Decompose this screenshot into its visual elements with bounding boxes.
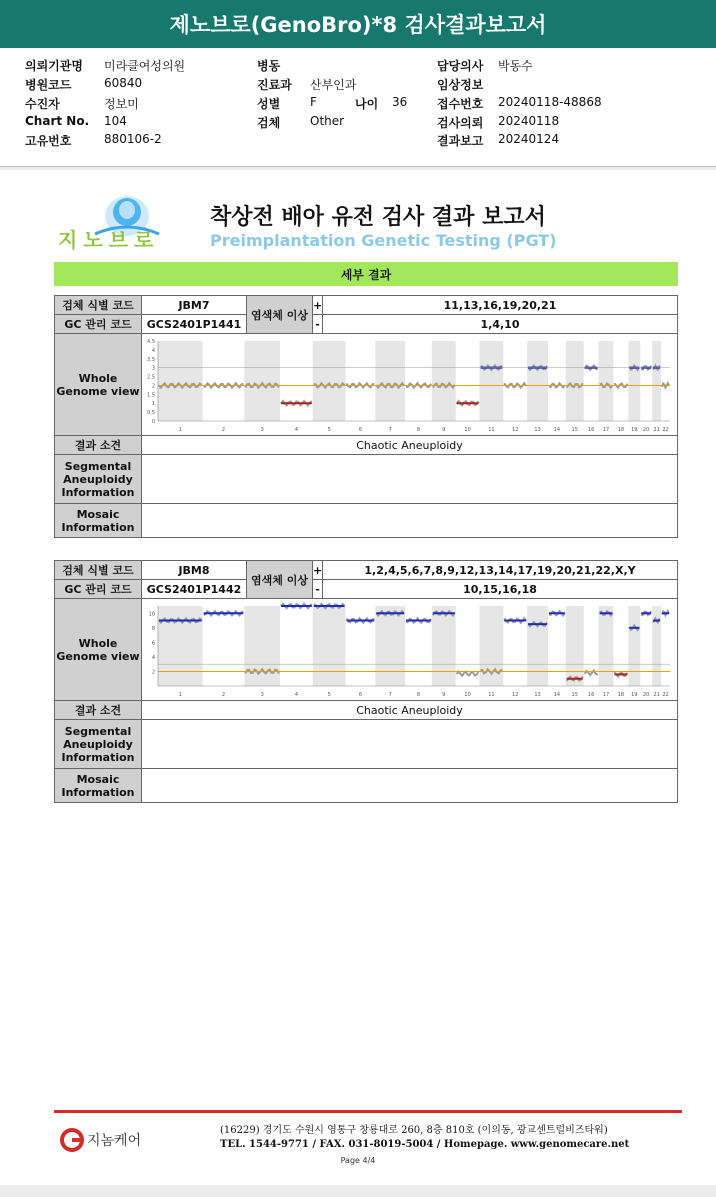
x-tick-label: 3: [260, 691, 264, 698]
x-tick-label: 15: [571, 426, 578, 433]
mosaic-value: [142, 504, 678, 538]
x-tick-label: 11: [488, 691, 495, 698]
header-label: 담당의사: [437, 59, 484, 73]
x-tick-label: 8: [416, 426, 421, 433]
sample-id-label: 검체 식별 코드: [55, 561, 142, 580]
x-tick-label: 9: [442, 691, 446, 698]
header-label: 고유번호: [25, 134, 72, 148]
finding-label: 결과 소견: [55, 701, 142, 720]
gc-code-label: GC 관리 코드: [55, 315, 142, 334]
x-tick-label: 4: [294, 691, 299, 698]
header-value: F: [310, 95, 317, 109]
x-tick-label: 22: [662, 426, 669, 433]
y-tick-label: 3.5: [147, 356, 155, 363]
x-tick-label: 2: [221, 426, 226, 433]
chrom-band: [527, 606, 548, 686]
y-tick-label: 0: [151, 418, 155, 425]
x-tick-label: 12: [512, 691, 519, 698]
chrom-band: [599, 341, 614, 421]
y-tick-label: 2: [151, 382, 155, 389]
x-tick-label: 19: [631, 426, 638, 433]
segmental-value: [142, 720, 678, 769]
x-tick-label: 6: [358, 426, 363, 433]
y-tick-label: 3: [151, 365, 155, 372]
header-value: 104: [104, 114, 127, 128]
y-tick-label: 4: [151, 654, 155, 661]
mosaic-label: Mosaic Information: [55, 504, 142, 538]
y-tick-label: 4.5: [147, 338, 155, 345]
gain-sign: +: [313, 296, 323, 315]
header-value: 60840: [104, 76, 143, 90]
footer-contact: TEL. 1544-9771 / FAX. 031-8019-5004 / Homepage. www.genomecare.net: [220, 1139, 630, 1150]
x-tick-label: 11: [488, 426, 495, 433]
result-table-1: [54, 295, 678, 538]
sample-id-value: JBM7: [142, 296, 247, 315]
x-tick-label: 16: [587, 691, 595, 698]
chrom-band: [432, 341, 456, 421]
abnormality-label: 염색체 이상: [247, 561, 313, 599]
x-tick-label: 18: [617, 426, 625, 433]
x-tick-label: 5: [327, 691, 331, 698]
x-tick-label: 12: [512, 426, 519, 433]
header-value: 20240118: [498, 114, 560, 128]
header-label: 의뢰기관명: [25, 59, 83, 73]
x-tick-label: 17: [602, 426, 610, 433]
x-tick-label: 1: [178, 691, 182, 698]
result-table-2: [54, 560, 678, 803]
header-value: 박동수: [498, 59, 533, 73]
gc-code-label: GC 관리 코드: [55, 580, 142, 599]
page-title: 착상전 배아 유전 검사 결과 보고서: [210, 205, 546, 230]
y-tick-label: 4: [151, 347, 155, 354]
y-tick-label: 2: [151, 668, 155, 675]
page-number: Page 4/4: [340, 1156, 376, 1165]
x-tick-label: 13: [534, 691, 541, 698]
x-tick-label: 13: [534, 426, 541, 433]
x-tick-label: 14: [553, 426, 561, 433]
report-title: 제노브로(GenoBro)*8 검사결과보고서: [0, 0, 716, 48]
genome-chart: [142, 335, 674, 435]
chrom-band: [375, 606, 405, 686]
chrom-band: [375, 341, 405, 421]
finding-value: Chaotic Aneuploidy: [142, 701, 678, 720]
x-tick-label: 3: [260, 426, 264, 433]
x-tick-label: 10: [464, 426, 471, 433]
wgv-label: Whole Genome view: [55, 599, 142, 701]
gc-code-value: GCS2401P1441: [142, 315, 247, 334]
header-label: 검사의뢰: [437, 116, 484, 130]
mosaic-value: [142, 769, 678, 803]
finding-value: Chaotic Aneuploidy: [142, 436, 678, 455]
x-tick-label: 2: [221, 691, 226, 698]
header-label: 임상정보: [437, 78, 484, 92]
loss-chromosomes: 10,15,16,18: [323, 580, 678, 599]
chrom-band: [244, 341, 280, 421]
y-tick-label: 8: [151, 625, 155, 632]
header-value: 정보미: [104, 97, 139, 111]
footer-divider: [54, 1110, 682, 1113]
header-label: 결과보고: [437, 134, 484, 148]
footer-address-block: [220, 1124, 629, 1152]
chrom-band: [652, 341, 661, 421]
x-tick-label: 21: [653, 426, 660, 433]
header-label: 성별: [257, 97, 281, 111]
header-value: 산부인과: [310, 78, 357, 92]
x-tick-label: 7: [388, 691, 392, 698]
whole-genome-plot: [142, 334, 678, 436]
x-tick-label: 7: [388, 426, 392, 433]
chrom-band: [313, 606, 346, 686]
header-value: Other: [310, 114, 345, 128]
x-tick-label: 5: [327, 426, 331, 433]
whole-genome-plot: [142, 599, 678, 701]
loss-sign: -: [313, 315, 323, 334]
header-value: 20240124: [498, 132, 560, 146]
loss-chromosomes: 1,4,10: [323, 315, 678, 334]
finding-label: 결과 소견: [55, 436, 142, 455]
x-tick-label: 16: [587, 426, 595, 433]
header-label: Chart No.: [25, 114, 90, 128]
segmental-label: Segmental Aneuploidy Information: [55, 455, 142, 504]
header-label: 수진자: [25, 97, 60, 111]
y-tick-label: 2.5: [147, 374, 155, 381]
x-tick-label: 14: [553, 691, 561, 698]
sample-id-label: 검체 식별 코드: [55, 296, 142, 315]
footer-address: (16229) 경기도 수원시 영통구 창룡대로 260, 8층 810호 (이의동, 광교센트럴비즈타워): [220, 1125, 608, 1136]
wgv-label: Whole Genome view: [55, 334, 142, 436]
segmental-value: [142, 455, 678, 504]
chrom-band: [652, 606, 661, 686]
loss-sign: -: [313, 580, 323, 599]
header-label: 진료과: [257, 78, 292, 92]
chrom-band: [628, 341, 640, 421]
x-tick-label: 20: [642, 691, 650, 698]
copy-number-trace: [457, 671, 479, 675]
gain-chromosomes: 1,2,4,5,6,7,8,9,12,13,14,17,19,20,21,22,X,Y: [323, 561, 678, 580]
gain-sign: +: [313, 561, 323, 580]
chrom-band: [479, 341, 503, 421]
y-tick-label: 1.5: [147, 391, 155, 398]
chrom-band: [313, 341, 346, 421]
header-label: 접수번호: [437, 97, 484, 111]
y-tick-label: 1: [151, 400, 155, 407]
genomecare-logo: [60, 1128, 141, 1152]
x-tick-label: 17: [602, 691, 610, 698]
section-title: 세부 결과: [54, 262, 678, 286]
chrom-band: [158, 341, 203, 421]
chrom-band: [527, 341, 548, 421]
header-label: 병동: [257, 59, 281, 73]
header-label: 병원코드: [25, 78, 72, 92]
x-tick-label: 22: [662, 691, 669, 698]
sample-id-value: JBM8: [142, 561, 247, 580]
x-tick-label: 8: [416, 691, 421, 698]
y-tick-label: 6: [151, 639, 155, 646]
gc-code-value: GCS2401P1442: [142, 580, 247, 599]
chrom-band: [244, 606, 280, 686]
page-subtitle: Preimplantation Genetic Testing (PGT): [210, 231, 557, 250]
patient-info-header: [0, 48, 716, 167]
x-tick-label: 19: [631, 691, 638, 698]
logo-text: 지노브로: [58, 228, 160, 252]
y-tick-label: 0.5: [147, 409, 155, 416]
genome-chart: [142, 600, 674, 700]
age-value: 36: [392, 95, 408, 109]
x-tick-label: 21: [653, 691, 660, 698]
x-tick-label: 6: [358, 691, 363, 698]
chrom-band: [432, 606, 456, 686]
header-value: 880106-2: [104, 132, 162, 146]
chrom-band: [628, 606, 640, 686]
abnormality-label: 염색체 이상: [247, 296, 313, 334]
x-tick-label: 18: [617, 691, 625, 698]
y-tick-label: 10: [148, 610, 155, 617]
footer-logo-text: 지놈케어: [87, 1133, 142, 1149]
mosaic-label: Mosaic Information: [55, 769, 142, 803]
genomecare-g-icon: [60, 1128, 84, 1152]
report-page: [0, 170, 716, 1185]
header-label: 검체: [257, 116, 281, 130]
chrom-band: [566, 606, 584, 686]
x-tick-label: 15: [571, 691, 578, 698]
age-label: 나이: [355, 97, 379, 111]
x-tick-label: 9: [442, 426, 446, 433]
x-tick-label: 4: [294, 426, 299, 433]
x-tick-label: 20: [642, 426, 650, 433]
segmental-label: Segmental Aneuploidy Information: [55, 720, 142, 769]
header-value: 20240118-48868: [498, 95, 602, 109]
chrom-band: [566, 341, 584, 421]
gain-chromosomes: 11,13,16,19,20,21: [323, 296, 678, 315]
x-tick-label: 1: [178, 426, 182, 433]
x-tick-label: 10: [464, 691, 471, 698]
chrom-band: [599, 606, 614, 686]
header-value: 미라클여성의원: [104, 59, 186, 73]
